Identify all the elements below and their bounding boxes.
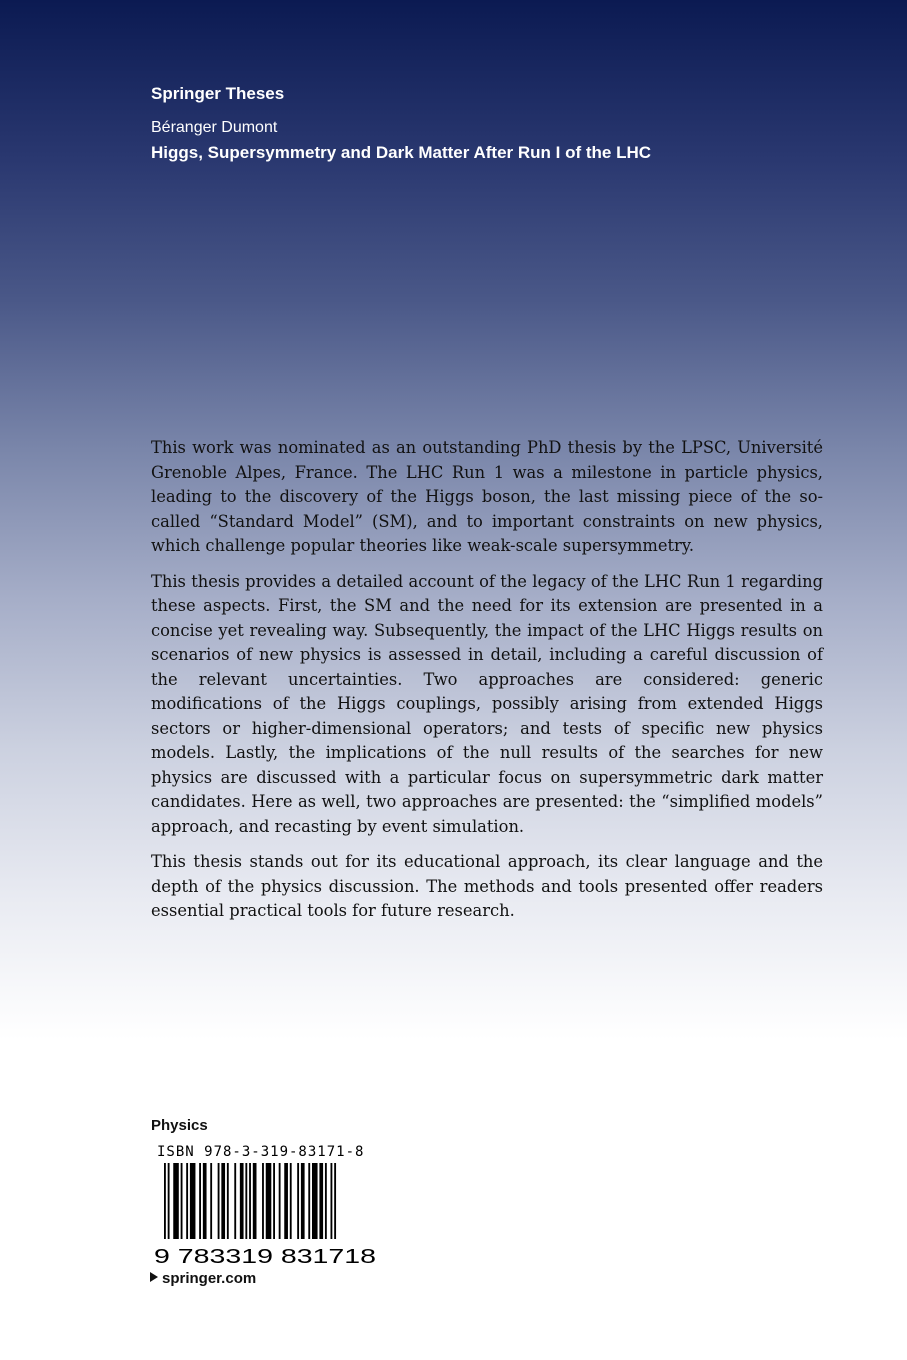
barcode-bar xyxy=(234,1163,236,1239)
barcode-bar xyxy=(203,1163,207,1239)
barcode-bar xyxy=(319,1163,323,1239)
barcode-bar xyxy=(190,1163,196,1239)
barcode-bar xyxy=(325,1163,327,1239)
subject-label: Physics xyxy=(151,1117,208,1134)
barcode-bar xyxy=(210,1163,212,1239)
website-text: springer.com xyxy=(162,1270,257,1287)
barcode-bar xyxy=(218,1163,220,1239)
isbn-text: ISBN 978-3-319-83171-8 xyxy=(157,1144,365,1160)
barcode-bars xyxy=(164,1163,336,1239)
barcode-bar xyxy=(331,1163,333,1239)
barcode-bar xyxy=(168,1163,170,1239)
barcode-bar xyxy=(199,1163,201,1239)
barcode-bar xyxy=(262,1163,264,1239)
barcode-bar xyxy=(301,1163,305,1239)
barcode-bar xyxy=(253,1163,257,1239)
barcode-bar xyxy=(227,1163,229,1239)
abstract xyxy=(151,436,823,935)
barcode-bar xyxy=(290,1163,292,1239)
barcode-bar xyxy=(164,1163,166,1239)
barcode-digits: 9 783319 831718 xyxy=(154,1246,376,1265)
barcode-bar xyxy=(240,1163,244,1239)
arrow-right-icon xyxy=(150,1272,158,1282)
barcode-bar xyxy=(221,1163,225,1239)
barcode-bar xyxy=(245,1163,247,1239)
barcode-bar xyxy=(312,1163,318,1239)
abstract-paragraph-1: This work was nominated as an outstanding PhD thesis by the LPSC, Université Grenoble Alpes, France. The LHC Run 1 was a milestone in particle physics, leading to the discovery of the Higgs boson, the last missing piece of the so-called “Standard Model” (SM), and to important constraints on new physics, which challenge popular theories like weak-scale supersymmetry. xyxy=(151,438,823,555)
barcode-bar xyxy=(284,1163,288,1239)
abstract-paragraph-3: This thesis stands out for its educational approach, its clear language and the depth of the physics discussion. The methods and tools presented offer readers essential practical tools for future research. xyxy=(151,852,823,920)
website-link[interactable] xyxy=(150,1270,256,1287)
barcode-bar xyxy=(266,1163,272,1239)
barcode-bar xyxy=(173,1163,179,1239)
barcode-bar xyxy=(334,1163,336,1239)
barcode-bar xyxy=(249,1163,251,1239)
barcode-bar xyxy=(181,1163,183,1239)
barcode-bar xyxy=(273,1163,275,1239)
barcode-bar xyxy=(279,1163,281,1239)
barcode-bar xyxy=(297,1163,299,1239)
author-name: Béranger Dumont xyxy=(151,119,278,136)
barcode-bar xyxy=(186,1163,188,1239)
barcode xyxy=(150,1163,390,1265)
book-title: Higgs, Supersymmetry and Dark Matter After Run I of the LHC xyxy=(151,143,652,162)
barcode-bar xyxy=(308,1163,310,1239)
abstract-paragraph-2: This thesis provides a detailed account of the legacy of the LHC Run 1 regarding these aspects. First, the SM and the need for its extension are presented in a concise yet revealing way. Subsequently, the impact of the LHC Higgs results on scenarios of new physics is assessed in detail, including a careful discussion of the relevant uncertainties. Two approaches are considered: generic modifications of the Higgs couplings, possibly arising from extended Higgs sectors or higher-dimensional operators; and tests of specific new physics models. Lastly, the implications of the null results of the searches for new physics are discussed with a particular focus on supersymmetric dark matter candidates. Here as well, two approaches are presented: the “simplified models” approach, and recasting by event simulation. xyxy=(151,571,823,836)
series-name: Springer Theses xyxy=(151,84,285,103)
